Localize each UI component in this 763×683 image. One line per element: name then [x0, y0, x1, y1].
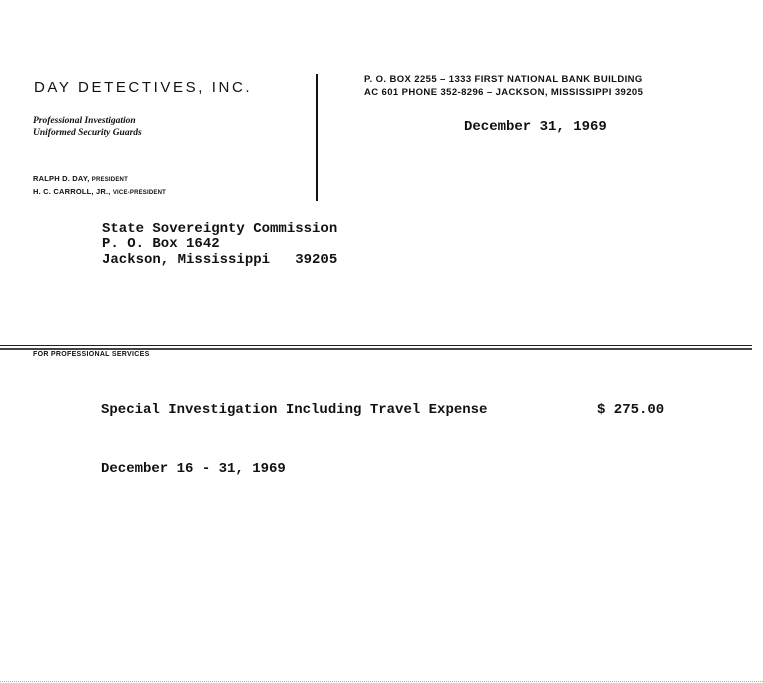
recipient-po-box: P. O. Box 1642 [102, 236, 220, 252]
page-bottom-edge [0, 681, 763, 682]
recipient-name: State Sovereignty Commission [102, 221, 338, 237]
officer-president-name: RALPH D. DAY, [33, 174, 90, 183]
officer-vice-president-name: H. C. CARROLL, JR., [33, 187, 111, 196]
officer-vice-president [33, 187, 166, 196]
address-line-1: P. O. BOX 2255 – 1333 FIRST NATIONAL BANK BUILDING [364, 74, 643, 85]
tagline-investigation: Professional Investigation [33, 116, 136, 126]
section-rule-top [0, 345, 752, 346]
section-label: FOR PROFESSIONAL SERVICES [33, 351, 150, 358]
letter-date: December 31, 1969 [464, 119, 607, 135]
officer-vice-president-title: VICE-PRESIDENT [112, 190, 167, 196]
section-rule-bottom [0, 348, 752, 350]
tagline-security-guards: Uniformed Security Guards [33, 128, 142, 138]
service-period: December 16 - 31, 1969 [101, 461, 286, 477]
officer-president [33, 174, 128, 183]
line-item-amount: $ 275.00 [597, 402, 665, 418]
company-name: DAY DETECTIVES, INC. [34, 79, 253, 96]
line-item-description: Special Investigation Including Travel Expense [101, 402, 488, 418]
letterhead-divider [316, 74, 318, 201]
address-line-2: AC 601 PHONE 352-8296 – JACKSON, MISSISSIPPI 39205 [364, 87, 644, 98]
recipient-city: Jackson, Mississippi 39205 [102, 252, 338, 268]
officer-president-title: PRESIDENT [91, 177, 128, 183]
